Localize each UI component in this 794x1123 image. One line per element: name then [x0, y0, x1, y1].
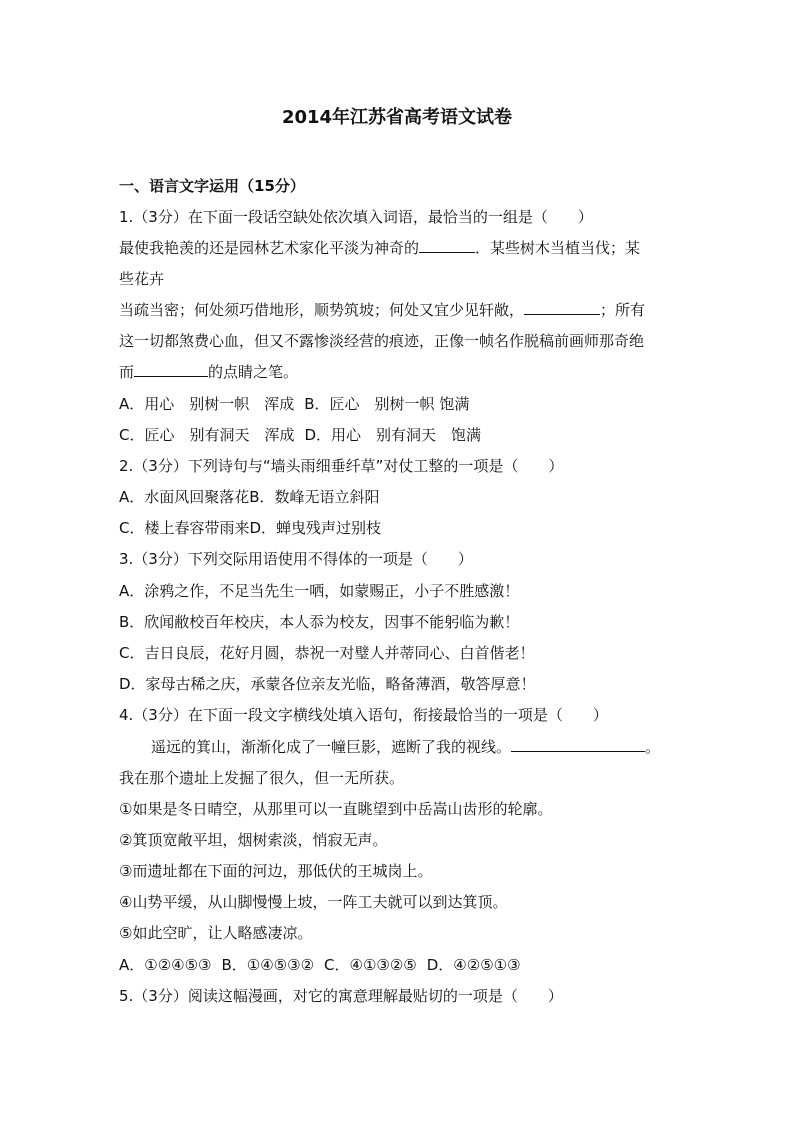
- passage-text: 当疏当密；何处须巧借地形，顺势筑坡；何处又宜少见轩敞，: [119, 301, 525, 319]
- option-a: A．①②④⑤③: [119, 956, 212, 974]
- section-heading: 一、语言文字运用（15分）: [119, 177, 305, 195]
- option-d: D．家母古稀之庆，承蒙各位亲友光临，略备薄酒，敬答厚意！: [119, 675, 536, 693]
- option-a: A．涂鸦之作，不足当先生一哂，如蒙赐正，小子不胜感激！: [119, 582, 520, 600]
- option-c: C．④①③②⑤: [324, 956, 417, 974]
- option-c: C．匠心 别有洞天 浑成: [119, 426, 295, 444]
- question-1-passage-line: [119, 238, 689, 258]
- question-5-stem: 5.（3分）阅读这幅漫画，对它的寓意理解最贴切的一项是（ ）: [119, 987, 563, 1005]
- option-d: D．④②⑤①③: [426, 956, 521, 974]
- answer-blank: [134, 362, 208, 377]
- question-1-passage-line: [119, 362, 689, 382]
- option-b: B．数峰无语立斜阳: [249, 488, 380, 506]
- question-4-stem: 4.（3分）在下面一段文字横线处填入语句，衔接最恰当的一项是（ ）: [119, 706, 608, 724]
- option-b: B．①④⑤③②: [221, 956, 315, 974]
- question-3-stem: 3.（3分）下列交际用语使用不得体的一项是（ ）: [119, 550, 473, 568]
- passage-text: ；所有: [600, 301, 646, 319]
- option-c: C．楼上春容带雨来: [119, 519, 250, 537]
- document-title: 2014年江苏省高考语文试卷: [281, 107, 513, 128]
- question-2-options-row: [119, 518, 689, 538]
- passage-text: ．某些树木当植当伐；某: [475, 239, 641, 257]
- sentence-5: ⑤如此空旷，让人略感凄凉。: [119, 924, 313, 942]
- question-4-passage-line: 我在那个遗址上发掘了很久，但一无所获。: [119, 769, 405, 787]
- question-1-passage-line: 些花卉: [119, 270, 165, 288]
- question-1-options-row: [119, 425, 689, 445]
- question-1-passage-line: [119, 300, 689, 320]
- answer-blank: [511, 737, 645, 752]
- question-1-stem: 1.（3分）在下面一段话空缺处依次填入词语，最恰当的一组是（ ）: [119, 208, 593, 226]
- answer-blank: [524, 300, 600, 315]
- question-2-options-row: [119, 487, 689, 507]
- option-c: C．吉日良辰，花好月圆，恭祝一对璧人并蒂同心、白首偕老！: [119, 644, 535, 662]
- option-a: A．用心 别树一帜 浑成: [119, 395, 295, 413]
- sentence-3: ③而遗址都在下面的河边，那低伏的王城岗上。: [119, 862, 433, 880]
- answer-blank: [419, 238, 475, 253]
- question-2-stem: 2.（3分）下列诗句与“墙头雨细垂纤草”对仗工整的一项是（ ）: [119, 457, 564, 475]
- passage-text: 而: [119, 363, 135, 381]
- option-a: A．水面风回聚落花: [119, 488, 250, 506]
- question-1-options-row: [119, 394, 689, 414]
- sentence-1: ①如果是冬日晴空，从那里可以一直眺望到中岳嵩山齿形的轮廓。: [119, 800, 553, 818]
- sentence-4: ④山势平缓，从山脚慢慢上坡，一阵工夫就可以到达箕顶。: [119, 893, 508, 911]
- question-4-passage-line: [119, 737, 689, 757]
- option-d: D．用心 别有洞天 饱满: [304, 426, 482, 444]
- option-b: B．欣闻敝校百年校庆，本人忝为校友，因事不能躬临为歉！: [119, 613, 520, 631]
- option-b: B．匠心 别树一帜 饱满: [304, 395, 470, 413]
- passage-text: 。: [645, 738, 661, 756]
- question-4-options-row: [119, 955, 689, 975]
- question-1-passage-line: 这一切都煞费心血，但又不露惨淡经营的痕迹，正像一帧名作脱稿前画师那奇绝: [119, 332, 645, 350]
- option-d: D．蝉曳残声过别枝: [249, 519, 382, 537]
- passage-text: 最使我艳羡的还是园林艺术家化平淡为神奇的: [119, 239, 420, 257]
- passage-text: 的点睛之笔。: [208, 363, 299, 381]
- sentence-2: ②箕顶宽敞平坦，烟树索淡，悄寂无声。: [119, 831, 388, 849]
- passage-text: 遥远的箕山，渐渐化成了一幢巨影，遮断了我的视线。: [151, 738, 512, 756]
